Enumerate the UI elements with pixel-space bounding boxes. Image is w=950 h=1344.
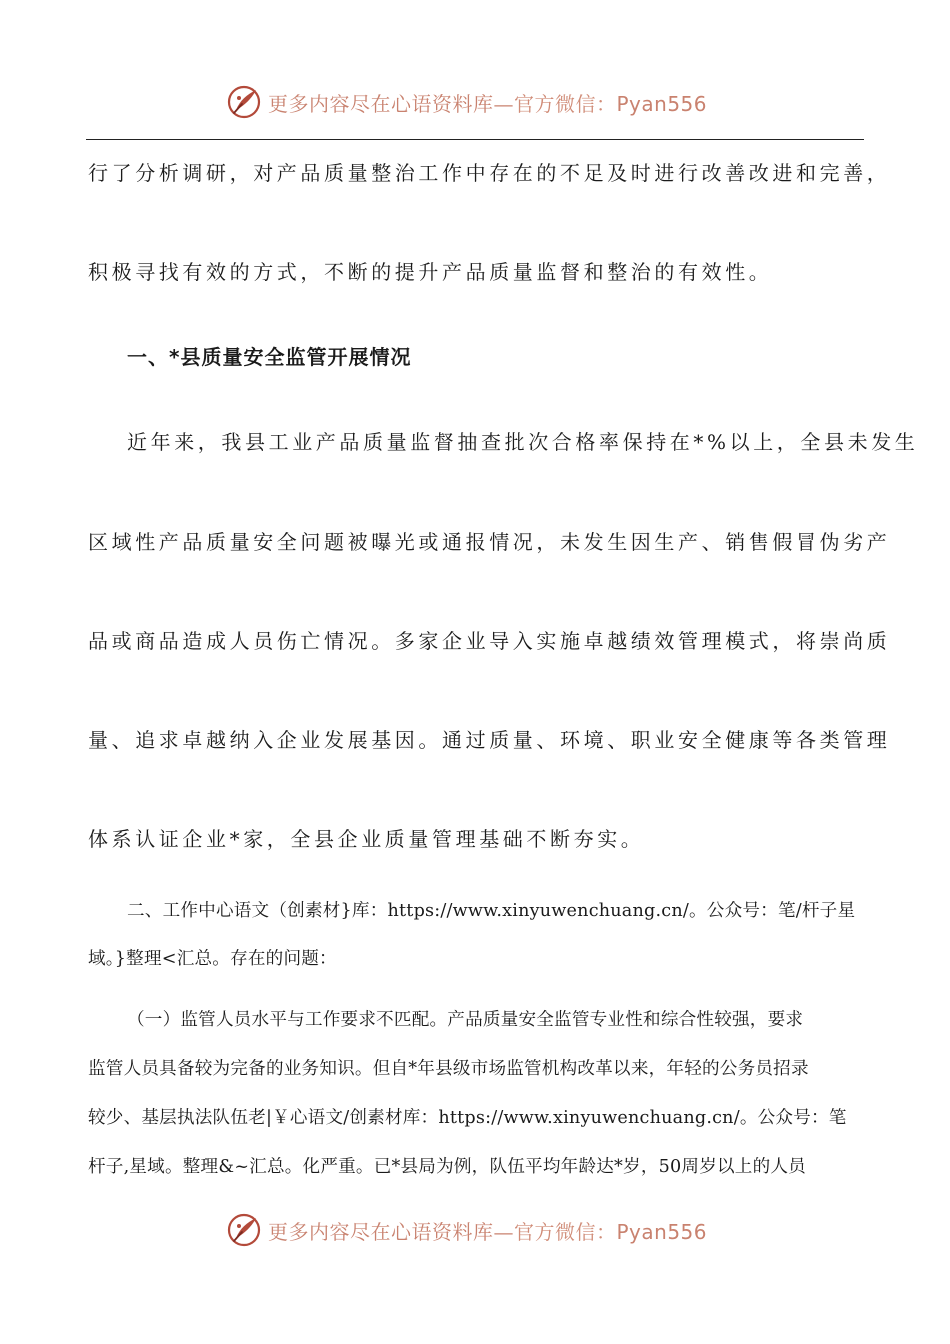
footer-text-cn: 更多内容尽在心语资料库— xyxy=(268,1219,514,1244)
p1-line-1: 行了分析调研，对产品质量整治工作中存在的不足及时进行改善改进和完善， xyxy=(88,161,891,185)
p3-line-4: 杆子,星域。整理&~汇总。化严重。已*县局为例，队伍平均年龄达*岁，50周岁以上的人员 xyxy=(88,1157,806,1177)
p1-line-2: 积极寻找有效的方式，不断的提升产品质量监督和整治的有效性。 xyxy=(88,260,773,284)
footer-banner-text xyxy=(268,1216,707,1245)
feather-pen-logo-icon xyxy=(226,1212,262,1248)
feather-pen-logo-icon xyxy=(226,84,262,120)
footer-banner-content xyxy=(226,1212,707,1248)
header-rule xyxy=(86,139,864,140)
p3-line-3: 较少、基层执法队伍老|￥心语文/创素材库：https://www.xinyuwenchuang.cn/。公众号：笔 xyxy=(88,1108,847,1128)
section-1-heading: 一、*县质量安全监管开展情况 xyxy=(127,345,412,369)
header-banner-text xyxy=(268,88,707,117)
s2-line-2: 域。}整理<汇总。存在的问题： xyxy=(88,949,337,969)
s2-line-1: 二、工作中心语文（创素材}库：https://www.xinyuwenchuang.cn/。公众号：笔/杆子星 xyxy=(127,901,856,921)
header-banner xyxy=(0,80,950,124)
header-text-id: Pyan556 xyxy=(616,91,708,116)
p3-line-2: 监管人员具备较为完备的业务知识。但自*年县级市场监管机构改革以来，年轻的公务员招录 xyxy=(88,1059,809,1079)
footer-banner xyxy=(0,1208,950,1252)
p2-line-5: 体系认证企业*家，全县企业质量管理基础不断夯实。 xyxy=(88,827,645,851)
p2-line-1: 近年来，我县工业产品质量监督抽查批次合格率保持在*%以上，全县未发生 xyxy=(127,430,919,454)
p2-line-3: 品或商品造成人员伤亡情况。多家企业导入实施卓越绩效管理模式，将崇尚质 xyxy=(88,629,891,653)
footer-text-wx: 官方微信： xyxy=(514,1219,617,1244)
header-text-cn: 更多内容尽在心语资料库— xyxy=(268,91,514,116)
p3-line-1: （一）监管人员水平与工作要求不匹配。产品质量安全监管专业性和综合性较强，要求 xyxy=(127,1010,804,1030)
p2-line-4: 量、追求卓越纳入企业发展基因。通过质量、环境、职业安全健康等各类管理 xyxy=(88,728,891,752)
p2-line-2: 区域性产品质量安全问题被曝光或通报情况，未发生因生产、销售假冒伪劣产 xyxy=(88,530,891,554)
footer-text-id: Pyan556 xyxy=(616,1219,708,1244)
header-text-wx: 官方微信： xyxy=(514,91,617,116)
header-banner-content xyxy=(226,84,707,120)
